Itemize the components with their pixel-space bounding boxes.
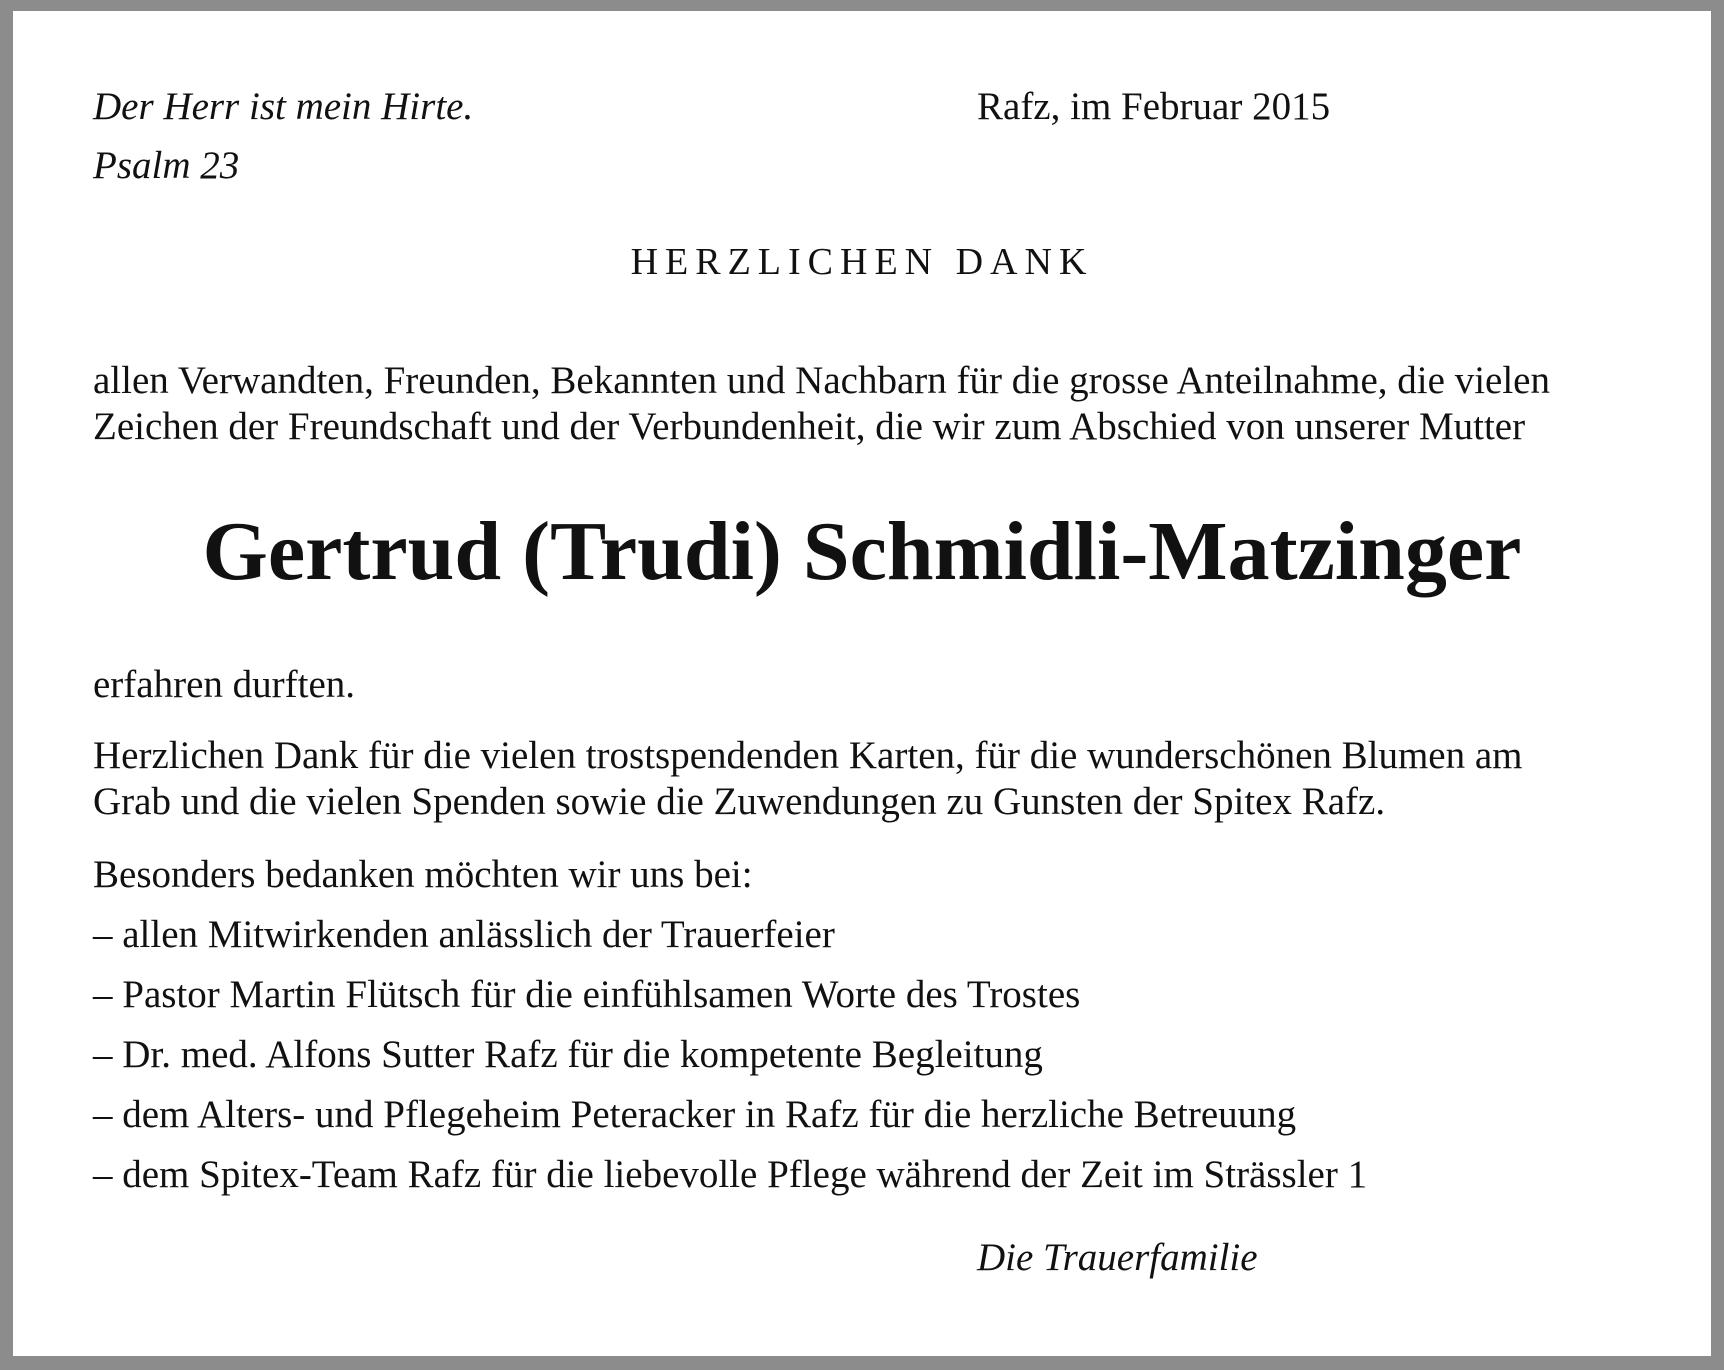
special-thanks-item: – Pastor Martin Flütsch für die einfühlsamen Worte des Trostes <box>93 973 1081 1016</box>
special-thanks-item: – Dr. med. Alfons Sutter Rafz für die kompetente Begleitung <box>93 1033 1043 1076</box>
thanks-line-1: Herzlichen Dank für die vielen trostspendenden Karten, für die wunderschönen Blumen am <box>93 734 1523 777</box>
special-thanks-item: – allen Mitwirkenden anlässlich der Trauerfeier <box>93 913 835 956</box>
thanks-line-2: Grab und die vielen Spenden sowie die Zuwendungen zu Gunsten der Spitex Rafz. <box>93 780 1386 823</box>
special-thanks-item: – dem Alters- und Pflegeheim Peteracker in Rafz für die herzliche Betreuung <box>93 1093 1297 1136</box>
intro-line-2: Zeichen der Freundschaft und der Verbundenheit, die wir zum Abschied von unserer Mutter <box>93 405 1526 448</box>
special-thanks-intro: Besonders bedanken möchten wir uns bei: <box>93 853 753 896</box>
intro-line-1: allen Verwandten, Freunden, Bekannten und Nachbarn für die grosse Anteilnahme, die vielen <box>93 359 1550 402</box>
motto-source: Psalm 23 <box>93 144 240 187</box>
deceased-name: Gertrud (Trudi) Schmidli-Matzinger <box>202 505 1522 598</box>
notice-heading: HERZLICHEN DANK <box>630 241 1094 283</box>
motto-line: Der Herr ist mein Hirte. <box>93 85 474 128</box>
place-date: Rafz, im Februar 2015 <box>977 85 1331 128</box>
signature: Die Trauerfamilie <box>977 1236 1258 1279</box>
after-name-text: erfahren durften. <box>93 663 356 706</box>
special-thanks-item: – dem Spitex-Team Rafz für die liebevolle Pflege während der Zeit im Strässler 1 <box>93 1153 1368 1196</box>
